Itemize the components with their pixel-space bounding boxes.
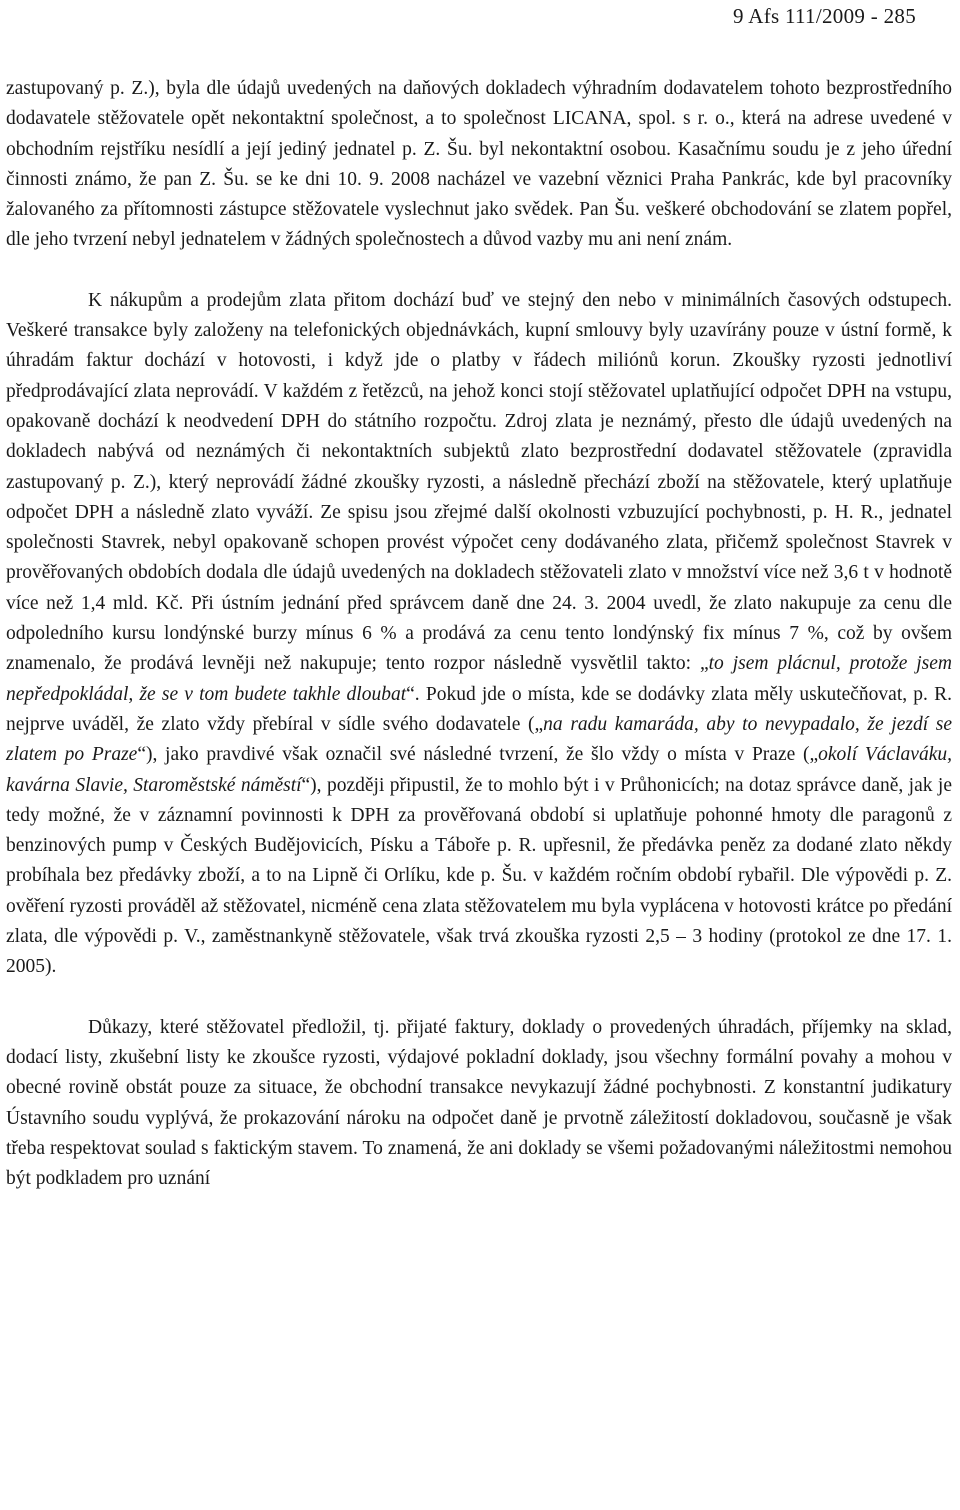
paragraph-1: zastupovaný p. Z.), byla dle údajů uvedených na daňových dokladech výhradním dodavatelem tohoto bezprostředního dodavatele stěžovatele opět nekontaktní společnost, a to společnost LICANA, spol. s r. o., která na adrese uvedené v obchodním rejstříku nesídlí a její jediný jednatel p. Z. Šu. byl nekontaktní osobou. Kasačnímu soudu je z jeho úřední činnosti známo, že pan Z. Šu. se ke dni 10. 9. 2008 nacházel ve vazební věznici Praha Pankrác, kde byl pracovníky žalovaného za přítomnosti zástupce stěžovatele vyslechnut jako svědek. Pan Šu. veškeré obchodování se zlatem popřel, dle jeho tvrzení nebyl jednatelem v žádných společnostech a důvod vazby mu ani není znám. — [6, 78, 952, 251]
paragraph-2 — [6, 286, 952, 983]
quote-3: okolí Václaváku, kavárna Slavie, Staroměstské náměstí — [6, 744, 952, 796]
quote-1: to jsem plácnul, protože jsem nepředpokládal, že se v tom budete takhle dloubat — [6, 653, 953, 705]
document-body — [6, 74, 952, 1194]
case-reference: 9 Afs 111/2009 - 285 — [733, 4, 916, 28]
paragraph-2-text-1: K nákupům a prodejům zlata přitom dochází buď ve stejný den nebo v minimálních časových odstupech. Veškeré transakce byly založeny na telefonických objednávkách, kupní smlouvy byly uzavírány pouze v ústní formě, k úhradám faktur dochází v hotovosti, i když jde o platby v řádech miliónů korun. Zkoušky ryzosti jednotliví předprodávající zlata neprovádí. V každém z řetězců, na jehož konci stojí stěžovatel uplatňující odpočet DPH na vstupu, opakovaně dochází k neodvedení DPH do státního rozpočtu. Zdroj zlata je neznámý, přesto dle údajů uvedených na dokladech nabývá od neznámých či nekontaktních subjektů zlato bezprostřední dodavatel stěžovatele (zpravidla zastupovaný p. Z.), který neprovádí žádné zkoušky ryzosti, a následně přechází zboží na stěžovatele, který uplatňuje odpočet DPH a následně zlato vyváží. Ze spisu jsou zřejmé další okolnosti vzbuzující pochybnosti, p. H. R., jednatel společnosti Stavrek, nebyl opakovaně schopen provést výpočet ceny dodávaného zlata, přičemž společnost Stavrek v prověřovaných obdobích dodala dle údajů uvedených na dokladech stěžovateli zlato v množství více než 3,6 t v hodnotě více než 1,4 mld. Kč. Při ústním jednání před správcem daně dne 24. 3. 2004 uvedl, že zlato nakupuje za cenu dle odpoledního kursu londýnské burzy mínus 6 % a prodává za cenu tento londýnský fix mínus 7 %, což by ovšem znamenalo, že prodává levněji než nakupuje; tento rozpor následně vysvětlil takto: „ — [6, 289, 952, 675]
paragraph-2-text-2: “. Pokud jde o místa, kde se dodávky zlata měly uskutečňovat, p. R. nejprve uváděl, že zlato vždy přebíral v sídle svého dodavatele („ — [6, 683, 952, 735]
quote-2: na radu kamaráda, aby to nevypadalo, že jezdí se zlatem po Praze — [6, 713, 952, 766]
paragraph-2-text-4: “), později připustil, že to mohlo být i v Průhonicích; na dotaz správce daně, jak je tedy možné, že v záznamní povinnosti k DPH za prověřovaná období si uplatňuje pohonné hmoty dle paragonů z benzinových pump v Českých Budějovicích, Písku a Táboře p. R. upřesnil, že předávka peněz za dodané zlato někdy probíhala bez předávky zboží, a to na Lipně či Orlíku, kde p. Šu. v každém ročním období rybařil. Dle výpovědi p. Z. ověření ryzosti prováděl až stěžovatel, nicméně cena zlata stěžovatelem mu byla vyplácena v hotovosti krátce po předání zlata, dle výpovědi p. V., zaměstnankyně stěžovatele, však trvá zkouška ryzosti 2,5 – 3 hodiny (protokol ze dne 17. 1. 2005). — [6, 774, 952, 978]
paragraph-3: Důkazy, které stěžovatel předložil, tj. přijaté faktury, doklady o provedených úhradách, příjemky na sklad, dodací listy, zkušební listy ke zkoušce ryzosti, výdajové pokladní doklady, jsou všechny formální povahy a mohou v obecné rovině obstát pouze za situace, že obchodní transakce nevykazují žádné pochybnosti. Z konstantní judikatury Ústavního soudu vyplývá, že prokazování nároku na odpočet daně je prvotně záležitostí dokladovou, současně je však třeba respektovat soulad s faktickým stavem. To znamená, že ani doklady se všemi požadovanými náležitostmi nemohou být podkladem pro uznání — [6, 1016, 952, 1190]
paragraph-2-text-3: “), jako pravdivé však označil své následné tvrzení, že šlo vždy o místa v Praze („ — [137, 744, 819, 766]
